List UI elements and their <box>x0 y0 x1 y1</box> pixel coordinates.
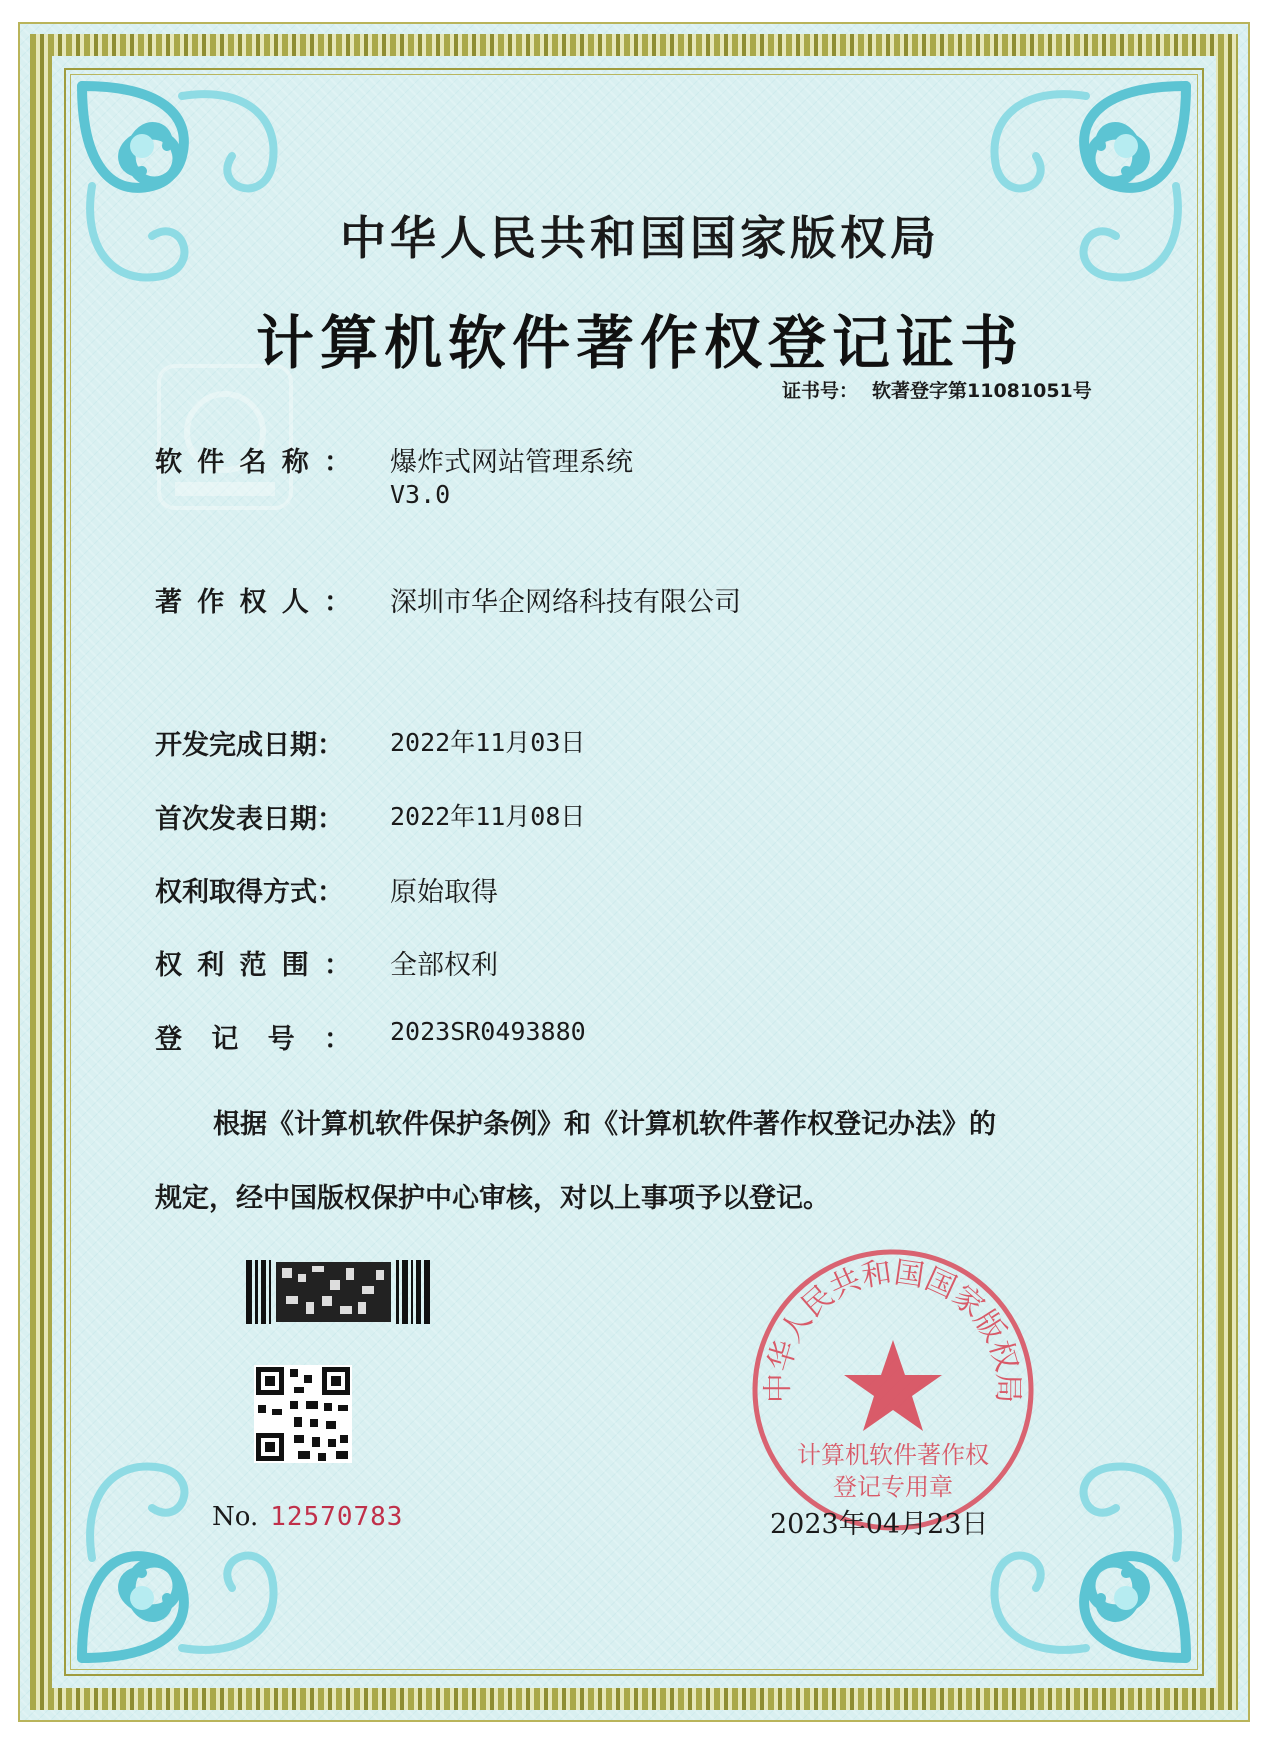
field-software-name <box>155 440 633 510</box>
software-name-line1: 爆炸式网站管理系统 <box>390 447 633 478</box>
scope-of-rights-value: 全部权利 <box>390 950 498 981</box>
first-publish-date-label: 首次发表日期： <box>155 804 344 835</box>
issue-date: 2023年04月23日 <box>770 1509 989 1540</box>
seal-inner-line2: 登记专用章 <box>833 1473 953 1501</box>
copyright-owner-label: 著作权人： <box>155 587 351 618</box>
certificate-number-value: 软著登字第11081051号 <box>872 380 1092 402</box>
field-registration-no <box>155 1017 586 1056</box>
field-completion-date <box>155 723 585 762</box>
serial-value: 12570783 <box>270 1502 404 1532</box>
registration-no-label: 登记号： <box>155 1024 351 1055</box>
field-first-publish-date <box>155 797 585 836</box>
field-copyright-owner <box>155 580 741 619</box>
completion-date-label: 开发完成日期： <box>155 730 344 761</box>
scope-of-rights-label: 权利范围： <box>155 950 351 981</box>
certificate-number <box>782 376 1106 403</box>
legal-basis-line2: 规定，经中国版权保护中心审核，对以上事项予以登记。 <box>155 1183 830 1214</box>
corner-ornament-top-left <box>72 76 302 306</box>
software-name-line2: V3.0 <box>390 480 451 509</box>
serial-number <box>212 1502 403 1532</box>
seal-inner-line1: 计算机软件著作权 <box>797 1441 989 1469</box>
official-seal <box>748 1245 1038 1535</box>
corner-ornament-bottom-left <box>72 1438 302 1668</box>
qr-code-image <box>254 1365 352 1463</box>
acquisition-method-label: 权利取得方式： <box>155 877 344 908</box>
corner-ornament-top-right <box>966 76 1196 306</box>
registration-no-value: 2023SR0493880 <box>390 1017 586 1046</box>
acquisition-method-value: 原始取得 <box>390 877 498 908</box>
completion-date-value: 2022年11月03日 <box>390 728 586 757</box>
barcode-image <box>246 1260 430 1324</box>
certificate-title: 计算机软件著作权登记证书 <box>255 309 1024 377</box>
seal-star-icon <box>844 1340 942 1431</box>
field-scope-of-rights <box>155 943 498 982</box>
serial-label: No. <box>212 1502 259 1532</box>
software-name-value <box>390 440 633 510</box>
first-publish-date-value: 2022年11月08日 <box>390 802 586 831</box>
legal-basis-line1: 根据《计算机软件保护条例》和《计算机软件著作权登记办法》的 <box>213 1109 996 1140</box>
field-acquisition-method <box>155 870 498 909</box>
seal-outer-text: 中华人民共和国国家版权局 <box>760 1255 1026 1404</box>
issuer-title: 中华人民共和国国家版权局 <box>340 211 940 265</box>
certificate-number-label: 证书号： <box>782 380 859 402</box>
software-name-label: 软件名称： <box>155 447 351 478</box>
copyright-owner-value: 深圳市华企网络科技有限公司 <box>390 587 741 618</box>
